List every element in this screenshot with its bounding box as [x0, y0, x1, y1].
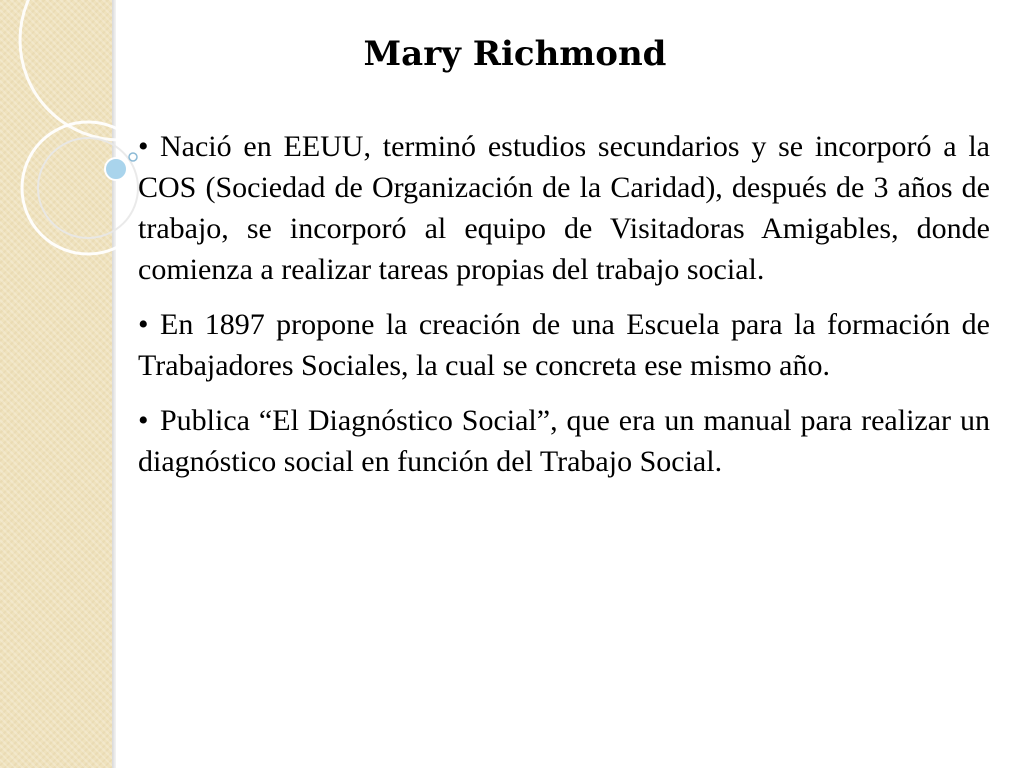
- bullet-item: [138, 126, 990, 290]
- bullet-text: Publica “El Diagnóstico Social”, que era un manual para realizar un diagnóstico social en función del Trabajo Social.: [138, 404, 990, 478]
- decorative-ring-small: [38, 138, 138, 238]
- bullet-item: [138, 400, 990, 482]
- bullet-text: Nació en EEUU, terminó estudios secundarios y se incorporó a la COS (Sociedad de Organización de la Caridad), después de 3 años de trabajo, se incorporó al equipo de Visitadoras Amigables, donde comienza a realizar tareas propias del trabajo social.: [138, 130, 990, 286]
- decorative-ring-medium: [22, 122, 154, 254]
- bullet-list: [138, 126, 990, 496]
- bullet-marker: •: [138, 130, 149, 163]
- decorative-dot-large: [105, 158, 127, 180]
- bullet-marker: •: [138, 404, 149, 437]
- bullet-marker: •: [138, 308, 149, 341]
- bullet-item: [138, 304, 990, 386]
- decorative-dot-small: [129, 153, 137, 161]
- slide-title: Mary Richmond: [363, 34, 667, 74]
- bullet-text: En 1897 propone la creación de una Escuela para la formación de Trabajadores Sociales, la cual se concreta ese mismo año.: [138, 308, 990, 382]
